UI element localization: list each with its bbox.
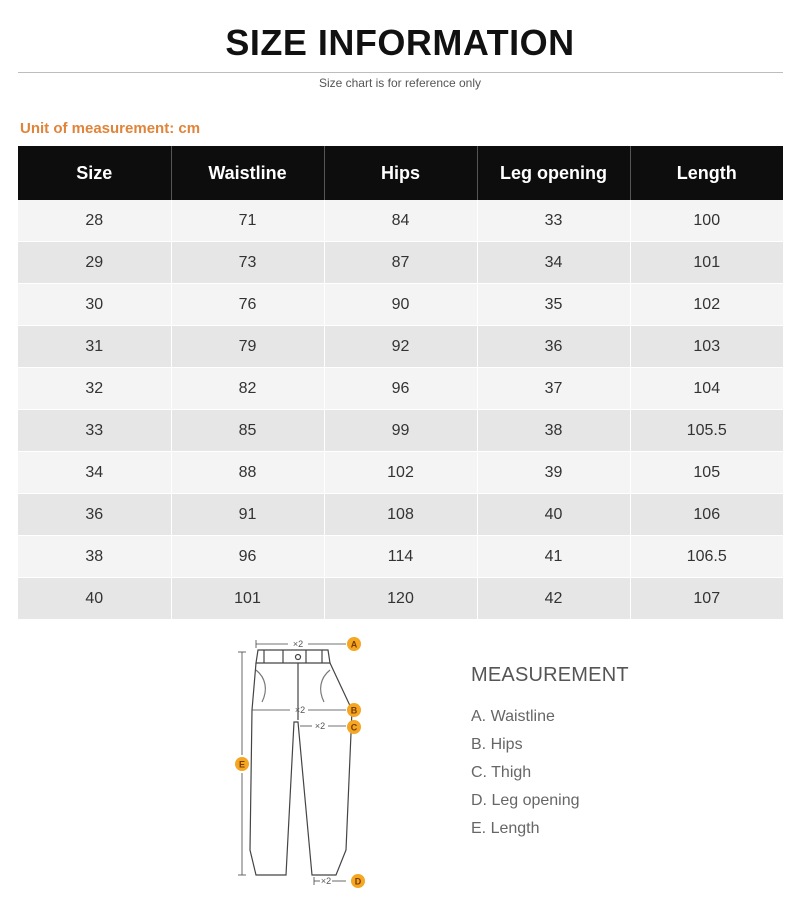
table-cell: 96: [324, 368, 477, 410]
marker-d-icon: [351, 874, 365, 888]
column-header-waistline: Waistline: [171, 146, 324, 200]
legend-item-hips: B. Hips: [471, 736, 523, 753]
table-cell: 40: [477, 494, 630, 536]
table-cell: 29: [18, 242, 171, 284]
table-cell: 37: [477, 368, 630, 410]
table-cell: 106.5: [630, 536, 783, 578]
measurement-legend: [471, 706, 580, 846]
table-row: [18, 452, 783, 494]
column-header-length: Length: [630, 146, 783, 200]
table-cell: 105: [630, 452, 783, 494]
page-title: SIZE INFORMATION: [225, 22, 575, 63]
table-cell: 82: [171, 368, 324, 410]
table-cell: 34: [477, 242, 630, 284]
table-cell: 38: [18, 536, 171, 578]
table-cell: 73: [171, 242, 324, 284]
table-cell: 102: [324, 452, 477, 494]
marker-b-label: B: [350, 705, 358, 716]
unit-label: Unit of measurement: cm: [20, 120, 201, 137]
marker-e-label: E: [238, 759, 246, 770]
pants-measurement-diagram: [228, 630, 378, 895]
marker-c-label: C: [350, 722, 358, 733]
table-cell: 107: [630, 578, 783, 620]
table-cell: 31: [18, 326, 171, 368]
table-cell: 102: [630, 284, 783, 326]
table-cell: 104: [630, 368, 783, 410]
table-cell: 32: [18, 368, 171, 410]
waist-multiplier: ×2: [292, 639, 304, 649]
column-header-hips: Hips: [324, 146, 477, 200]
table-cell: 34: [18, 452, 171, 494]
thigh-multiplier: ×2: [314, 721, 326, 731]
title-divider: [18, 72, 783, 73]
legend-item-leg-opening: D. Leg opening: [471, 792, 580, 809]
table-row: [18, 326, 783, 368]
marker-d-label: D: [354, 876, 362, 887]
pants-outline-icon: [250, 650, 352, 875]
table-cell: 96: [171, 536, 324, 578]
table-cell: 87: [324, 242, 477, 284]
table-cell: 33: [18, 410, 171, 452]
table-cell: 40: [18, 578, 171, 620]
legend-item-waistline: A. Waistline: [471, 708, 555, 725]
table-row: [18, 368, 783, 410]
column-header-leg-opening: Leg opening: [477, 146, 630, 200]
legend-item-length: E. Length: [471, 820, 540, 837]
table-cell: 105.5: [630, 410, 783, 452]
table-cell: 114: [324, 536, 477, 578]
table-cell: 35: [477, 284, 630, 326]
table-cell: 101: [630, 242, 783, 284]
marker-b-icon: [347, 703, 361, 717]
leg-opening-multiplier: ×2: [320, 876, 332, 886]
marker-a-label: A: [350, 639, 358, 650]
table-row: [18, 284, 783, 326]
column-header-size: Size: [18, 146, 171, 200]
table-cell: 41: [477, 536, 630, 578]
table-cell: 92: [324, 326, 477, 368]
table-cell: 76: [171, 284, 324, 326]
hips-multiplier: ×2: [294, 705, 306, 715]
table-cell: 84: [324, 200, 477, 242]
marker-e-icon: [235, 757, 249, 771]
table-cell: 71: [171, 200, 324, 242]
table-row: [18, 242, 783, 284]
table-row: [18, 200, 783, 242]
table-cell: 33: [477, 200, 630, 242]
page-subtitle: Size chart is for reference only: [318, 76, 482, 90]
table-cell: 30: [18, 284, 171, 326]
table-row: [18, 578, 783, 620]
table-cell: 85: [171, 410, 324, 452]
table-row: [18, 536, 783, 578]
table-cell: 79: [171, 326, 324, 368]
table-cell: 88: [171, 452, 324, 494]
table-row: [18, 410, 783, 452]
table-cell: 108: [324, 494, 477, 536]
table-cell: 99: [324, 410, 477, 452]
table-cell: 100: [630, 200, 783, 242]
marker-a-icon: [347, 637, 361, 651]
table-cell: 91: [171, 494, 324, 536]
table-cell: 38: [477, 410, 630, 452]
size-table: [18, 146, 783, 620]
table-cell: 106: [630, 494, 783, 536]
legend-item-thigh: C. Thigh: [471, 764, 532, 781]
table-cell: 36: [18, 494, 171, 536]
table-header-row: [18, 146, 783, 200]
table-cell: 28: [18, 200, 171, 242]
table-cell: 36: [477, 326, 630, 368]
table-cell: 90: [324, 284, 477, 326]
table-cell: 120: [324, 578, 477, 620]
table-cell: 103: [630, 326, 783, 368]
table-cell: 39: [477, 452, 630, 494]
marker-c-icon: [347, 720, 361, 734]
table-row: [18, 494, 783, 536]
table-cell: 101: [171, 578, 324, 620]
measurement-heading: MEASUREMENT: [471, 664, 629, 686]
table-cell: 42: [477, 578, 630, 620]
